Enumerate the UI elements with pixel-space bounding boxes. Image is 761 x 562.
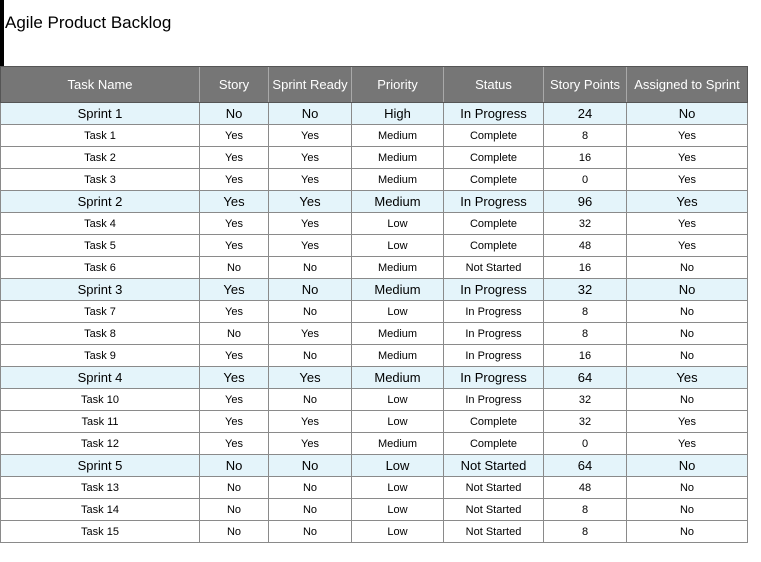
sprint-row — [1, 367, 748, 389]
cell-task-name[interactable]: Sprint 5 — [1, 455, 200, 477]
cell-status[interactable]: Complete — [444, 169, 544, 191]
cell-story-points[interactable]: 0 — [544, 169, 627, 191]
cell-task-name[interactable]: Sprint 1 — [1, 103, 200, 125]
cell-priority[interactable]: Medium — [352, 279, 444, 301]
cell-status[interactable]: Not Started — [444, 477, 544, 499]
cell-story[interactable]: Yes — [200, 345, 269, 367]
cell-sprint-ready[interactable]: No — [269, 389, 352, 411]
cell-assigned-to-sprint[interactable]: Yes — [627, 213, 748, 235]
cell-task-name[interactable]: Sprint 3 — [1, 279, 200, 301]
cell-assigned-to-sprint[interactable]: No — [627, 521, 748, 543]
task-row — [1, 323, 748, 345]
cell-sprint-ready[interactable]: No — [269, 499, 352, 521]
task-row — [1, 521, 748, 543]
cell-status[interactable]: In Progress — [444, 279, 544, 301]
cell-task-name[interactable]: Task 6 — [1, 257, 200, 279]
cell-status[interactable]: Complete — [444, 125, 544, 147]
cell-priority[interactable]: Low — [352, 455, 444, 477]
cell-story[interactable]: Yes — [200, 367, 269, 389]
cell-priority[interactable]: Low — [352, 389, 444, 411]
cell-sprint-ready[interactable]: Yes — [269, 169, 352, 191]
cell-story[interactable]: Yes — [200, 191, 269, 213]
cell-status[interactable]: Complete — [444, 213, 544, 235]
cell-priority[interactable]: Low — [352, 499, 444, 521]
cell-sprint-ready[interactable]: No — [269, 455, 352, 477]
cell-status[interactable]: In Progress — [444, 345, 544, 367]
cell-status[interactable]: Complete — [444, 411, 544, 433]
cell-assigned-to-sprint[interactable]: No — [627, 389, 748, 411]
task-row — [1, 433, 748, 455]
backlog-table — [0, 66, 748, 543]
cell-story-points[interactable]: 32 — [544, 213, 627, 235]
cell-status[interactable]: In Progress — [444, 389, 544, 411]
cell-assigned-to-sprint[interactable]: Yes — [627, 367, 748, 389]
column-header-story[interactable]: Story — [200, 67, 269, 103]
cell-assigned-to-sprint[interactable]: Yes — [627, 235, 748, 257]
cell-sprint-ready[interactable]: No — [269, 103, 352, 125]
cell-assigned-to-sprint[interactable]: Yes — [627, 147, 748, 169]
cell-story[interactable]: Yes — [200, 125, 269, 147]
cell-task-name[interactable]: Task 10 — [1, 389, 200, 411]
cell-assigned-to-sprint[interactable]: No — [627, 257, 748, 279]
task-row — [1, 389, 748, 411]
cell-task-name[interactable]: Task 11 — [1, 411, 200, 433]
cell-story[interactable]: No — [200, 477, 269, 499]
cell-sprint-ready[interactable]: No — [269, 345, 352, 367]
cell-priority[interactable]: Medium — [352, 169, 444, 191]
sprint-row — [1, 103, 748, 125]
cell-priority[interactable]: Medium — [352, 433, 444, 455]
task-row — [1, 257, 748, 279]
task-row — [1, 125, 748, 147]
cell-story-points[interactable]: 48 — [544, 235, 627, 257]
cell-story[interactable]: Yes — [200, 147, 269, 169]
cell-status[interactable]: In Progress — [444, 103, 544, 125]
cell-assigned-to-sprint[interactable]: Yes — [627, 433, 748, 455]
cell-task-name[interactable]: Task 8 — [1, 323, 200, 345]
cell-priority[interactable]: Medium — [352, 191, 444, 213]
cell-sprint-ready[interactable]: Yes — [269, 323, 352, 345]
cell-assigned-to-sprint[interactable]: Yes — [627, 411, 748, 433]
task-row — [1, 169, 748, 191]
cell-sprint-ready[interactable]: No — [269, 279, 352, 301]
cell-story[interactable]: Yes — [200, 411, 269, 433]
task-row — [1, 477, 748, 499]
cell-story-points[interactable]: 64 — [544, 367, 627, 389]
cell-status[interactable]: Not Started — [444, 521, 544, 543]
cell-task-name[interactable]: Task 5 — [1, 235, 200, 257]
cell-sprint-ready[interactable]: Yes — [269, 367, 352, 389]
cell-task-name[interactable]: Task 13 — [1, 477, 200, 499]
cell-task-name[interactable]: Task 15 — [1, 521, 200, 543]
cell-story[interactable]: No — [200, 499, 269, 521]
task-row — [1, 411, 748, 433]
cell-task-name[interactable]: Task 2 — [1, 147, 200, 169]
cell-task-name[interactable]: Task 7 — [1, 301, 200, 323]
table-body — [1, 103, 748, 543]
task-row — [1, 345, 748, 367]
cell-story[interactable]: No — [200, 257, 269, 279]
cell-assigned-to-sprint[interactable]: No — [627, 103, 748, 125]
column-header-task-name[interactable]: Task Name — [1, 67, 200, 103]
cell-assigned-to-sprint[interactable]: No — [627, 323, 748, 345]
cell-sprint-ready[interactable]: Yes — [269, 147, 352, 169]
cell-story-points[interactable]: 32 — [544, 279, 627, 301]
cell-assigned-to-sprint[interactable]: No — [627, 345, 748, 367]
cell-story-points[interactable]: 8 — [544, 323, 627, 345]
table-header — [1, 67, 748, 103]
cell-story[interactable]: Yes — [200, 301, 269, 323]
sprint-row — [1, 279, 748, 301]
cell-priority[interactable]: Medium — [352, 147, 444, 169]
cell-story-points[interactable]: 8 — [544, 301, 627, 323]
cell-task-name[interactable]: Task 1 — [1, 125, 200, 147]
cell-story-points[interactable]: 96 — [544, 191, 627, 213]
cell-story[interactable]: Yes — [200, 213, 269, 235]
cell-task-name[interactable]: Task 4 — [1, 213, 200, 235]
cell-story[interactable]: No — [200, 521, 269, 543]
cell-status[interactable]: Complete — [444, 433, 544, 455]
cell-sprint-ready[interactable]: No — [269, 257, 352, 279]
cell-story[interactable]: Yes — [200, 235, 269, 257]
column-header-assigned-to-sprint[interactable]: Assigned to Sprint — [627, 67, 748, 103]
cell-story[interactable]: Yes — [200, 433, 269, 455]
cell-story-points[interactable]: 8 — [544, 499, 627, 521]
cell-status[interactable]: In Progress — [444, 323, 544, 345]
column-header-sprint-ready[interactable]: Sprint Ready — [269, 67, 352, 103]
header-row — [1, 67, 748, 103]
cell-task-name[interactable]: Sprint 4 — [1, 367, 200, 389]
cell-task-name[interactable]: Task 3 — [1, 169, 200, 191]
cell-sprint-ready[interactable]: No — [269, 521, 352, 543]
cell-sprint-ready[interactable]: Yes — [269, 235, 352, 257]
cell-story-points[interactable]: 32 — [544, 411, 627, 433]
cell-priority[interactable]: Low — [352, 213, 444, 235]
cell-story-points[interactable]: 48 — [544, 477, 627, 499]
cell-story-points[interactable]: 0 — [544, 433, 627, 455]
cell-status[interactable]: Not Started — [444, 257, 544, 279]
cell-priority[interactable]: Medium — [352, 323, 444, 345]
cell-status[interactable]: In Progress — [444, 191, 544, 213]
cell-story-points[interactable]: 16 — [544, 257, 627, 279]
page-title: Agile Product Backlog — [5, 13, 172, 32]
task-row — [1, 213, 748, 235]
cell-priority[interactable]: Medium — [352, 257, 444, 279]
cell-assigned-to-sprint[interactable]: No — [627, 301, 748, 323]
cell-sprint-ready[interactable]: No — [269, 301, 352, 323]
cell-story[interactable]: Yes — [200, 279, 269, 301]
cell-story-points[interactable]: 24 — [544, 103, 627, 125]
cell-priority[interactable]: Low — [352, 235, 444, 257]
column-header-status[interactable]: Status — [444, 67, 544, 103]
cell-story-points[interactable]: 16 — [544, 147, 627, 169]
cell-priority[interactable]: Low — [352, 521, 444, 543]
cell-assigned-to-sprint[interactable]: No — [627, 279, 748, 301]
cell-task-name[interactable]: Task 9 — [1, 345, 200, 367]
cell-task-name[interactable]: Sprint 2 — [1, 191, 200, 213]
cell-story-points[interactable]: 8 — [544, 521, 627, 543]
cell-assigned-to-sprint[interactable]: Yes — [627, 191, 748, 213]
cell-status[interactable]: In Progress — [444, 301, 544, 323]
cell-sprint-ready[interactable]: Yes — [269, 125, 352, 147]
cell-task-name[interactable]: Task 14 — [1, 499, 200, 521]
task-row — [1, 235, 748, 257]
task-row — [1, 147, 748, 169]
cell-priority[interactable]: Medium — [352, 345, 444, 367]
cell-assigned-to-sprint[interactable]: Yes — [627, 169, 748, 191]
cell-story-points[interactable]: 32 — [544, 389, 627, 411]
cell-priority[interactable]: High — [352, 103, 444, 125]
cell-sprint-ready[interactable]: Yes — [269, 411, 352, 433]
cell-status[interactable]: Not Started — [444, 455, 544, 477]
cell-sprint-ready[interactable]: Yes — [269, 213, 352, 235]
sprint-row — [1, 455, 748, 477]
cell-story[interactable]: No — [200, 323, 269, 345]
cell-story[interactable]: No — [200, 455, 269, 477]
cell-assigned-to-sprint[interactable]: No — [627, 499, 748, 521]
cell-priority[interactable]: Low — [352, 477, 444, 499]
cell-priority[interactable]: Medium — [352, 125, 444, 147]
cell-status[interactable]: Complete — [444, 235, 544, 257]
cell-assigned-to-sprint[interactable]: Yes — [627, 125, 748, 147]
cell-story-points[interactable]: 8 — [544, 125, 627, 147]
cell-priority[interactable]: Low — [352, 411, 444, 433]
task-row — [1, 499, 748, 521]
cell-status[interactable]: Not Started — [444, 499, 544, 521]
cell-status[interactable]: In Progress — [444, 367, 544, 389]
cell-sprint-ready[interactable]: Yes — [269, 433, 352, 455]
cell-task-name[interactable]: Task 12 — [1, 433, 200, 455]
cell-priority[interactable]: Low — [352, 301, 444, 323]
cell-story-points[interactable]: 16 — [544, 345, 627, 367]
cell-story[interactable]: No — [200, 103, 269, 125]
column-header-priority[interactable]: Priority — [352, 67, 444, 103]
cell-assigned-to-sprint[interactable]: No — [627, 455, 748, 477]
cell-story[interactable]: Yes — [200, 169, 269, 191]
cell-status[interactable]: Complete — [444, 147, 544, 169]
task-row — [1, 301, 748, 323]
cell-sprint-ready[interactable]: Yes — [269, 191, 352, 213]
cell-story[interactable]: Yes — [200, 389, 269, 411]
cell-assigned-to-sprint[interactable]: No — [627, 477, 748, 499]
sprint-row — [1, 191, 748, 213]
left-accent-bar — [0, 0, 4, 66]
column-header-story-points[interactable]: Story Points — [544, 67, 627, 103]
cell-story-points[interactable]: 64 — [544, 455, 627, 477]
cell-priority[interactable]: Medium — [352, 367, 444, 389]
cell-sprint-ready[interactable]: No — [269, 477, 352, 499]
